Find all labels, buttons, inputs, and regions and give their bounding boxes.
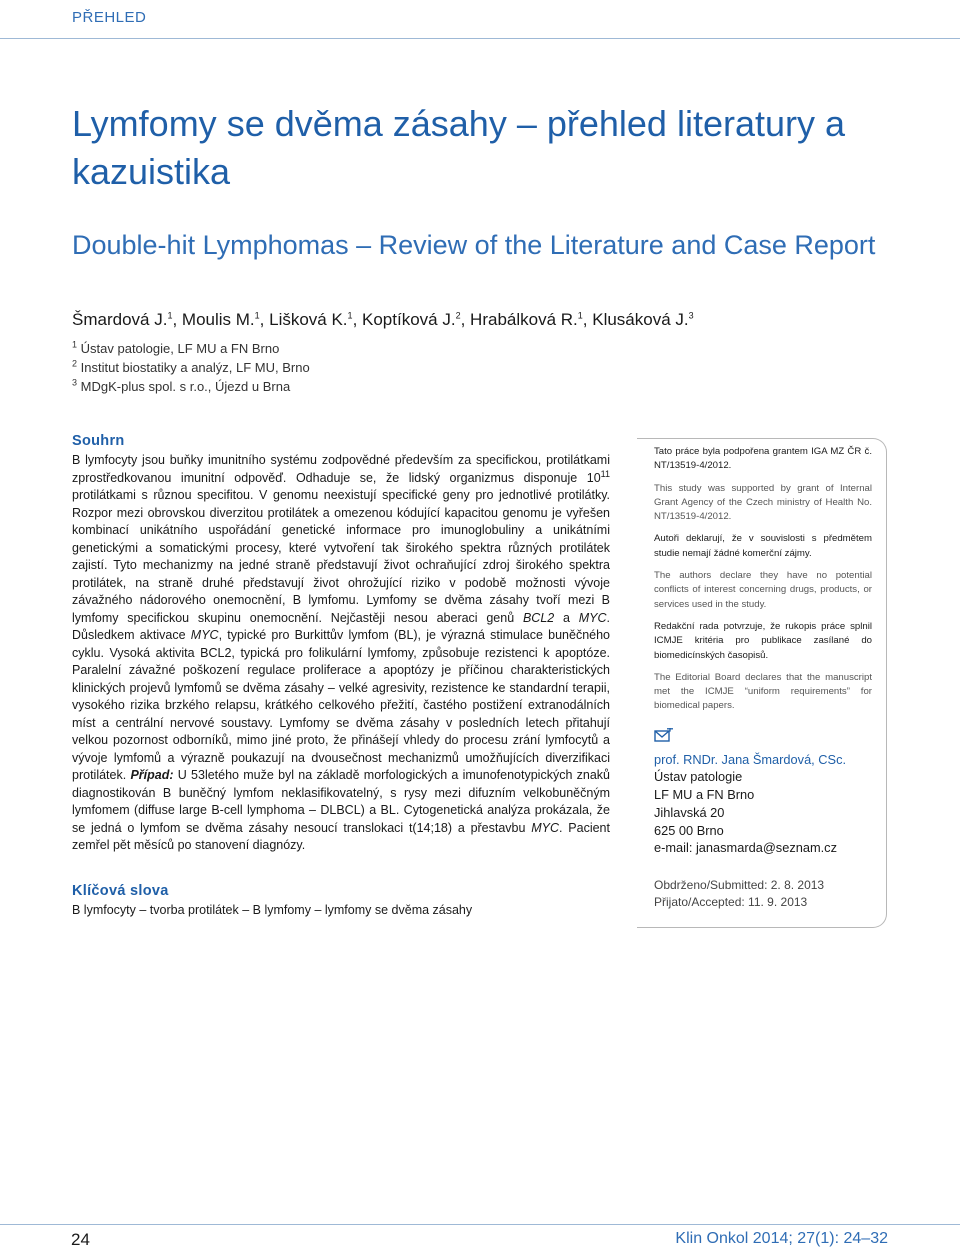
author-name: Klusáková J. (592, 310, 689, 329)
abstract-text-segment: . Pacient zemřel pět měsíců po stanovení diagnózy. (72, 820, 610, 852)
author-affiliation-mark: 1 (577, 310, 583, 321)
affiliation-text: MDgK-plus spol. s r.o., Újezd u Brna (80, 379, 291, 394)
exponent: 11 (600, 468, 610, 479)
author-name: Lišková K. (269, 310, 348, 329)
contact-street: Jihlavská 20 (654, 804, 725, 820)
grant-note-english: This study was supported by grant of Internal Grant Agency of the Czech ministry of Health No. NT/13519-4/2012. (654, 482, 872, 523)
author-affiliation-mark: 1 (254, 310, 260, 321)
conflict-note-czech: Autoři deklarují, že v souvislosti s předmětem studie nemají žádné komerční zájmy. (654, 533, 872, 559)
keywords-heading: Klíčová slova (72, 882, 169, 899)
conflict-note-english: The authors declare they have no potential conflicts of interest concerning drugs, products, or services used in the study. (654, 570, 872, 610)
abstract-text-segment: . Důsledkem aktivace (72, 610, 610, 642)
grant-note-czech: Tato práce byla podpořena grantem IGA MZ ČR č. NT/13519-4/2012. (654, 446, 872, 472)
main-column (72, 432, 610, 919)
keywords-text: B lymfocyty – tvorba protilátek – B lymfomy – lymfomy se dvěma zásahy (72, 902, 473, 917)
affiliation-mark: 1 (72, 339, 78, 350)
contact-name: prof. RNDr. Jana Šmardová, CSc. (654, 751, 847, 767)
abstract-body (72, 452, 610, 855)
affiliation-mark: 2 (72, 358, 78, 369)
contact-hospital: LF MU a FN Brno (654, 787, 755, 803)
contact-city: 625 00 Brno (654, 822, 724, 838)
corresponding-author (654, 751, 872, 857)
affiliation-text: Institut biostatiky a analýz, LF MU, Brno (80, 360, 310, 375)
abstract-text-segment: U 53letého muže byl na základě morfologických a imunofenotypických znaků diagnostikován B buněčný lymfom neklasifikovatelný, s rysy mezi difuzním velkobuněčným lymfomem (diffuse large B-cell lymphoma – DLBCL) a BL. Cytogenetická analýza prokázala, že se jedná o lymfom se dvěma zásahy nesoucí translokaci t(14;18) a přestavbu (72, 768, 610, 835)
article-title-czech: Lymfomy se dvěma zásahy – přehled literatury a kazuistika (72, 103, 846, 192)
author-name: Koptíková J. (362, 310, 456, 329)
abstract-text-segment: , typické pro Burkittův lymfom (BL), je výrazná stimulace buněčného cyklu. Vysoká aktivita BCL2, typická pro folikulární lymfomy, způsobuje rezistenci k apoptóze. Paralelní závažné poškození regulace proliferace a apoptózy je příčinou charakteristických klinických projevů lymfomů se dvěma zásahy – velké agresivity, rezistence ke standardní terapii, vysokého rizika brzkého relapsu, krátkého celkového přežití, častého postižení extranodálních míst a centrální nervové soustavy. Lymfomy se dvěma zásahy v posledních letech přitahují velkou pozornost odborníků, mimo jiné proto, že přinášejí vhledy do procesu zrání lymfocytů a vývoje lymfomů a výrazně poukazují na dvousečnost mechanizmů umožňujících diverzifikaci protilátek. (72, 628, 610, 782)
mail-icon (654, 728, 674, 743)
affiliation-mark: 3 (72, 377, 78, 388)
contact-institution: Ústav patologie (654, 769, 743, 785)
section-label: PŘEHLED (72, 9, 147, 26)
abstract-heading: Souhrn (72, 433, 125, 449)
abstract-text-segment: protilátkami s různou specifitou. V genomu neexistují specifické geny pro jednotlivé protilátky. Rozpor mezi obrovskou diverzitou protilátek a omezenou kódující kapacitou genomu je vyřešen kombinací unikátního uspořádání genetické informace pro imunoglobuliny a unikátními genetickými a somatickými procesy, které vytvoření tak širokého spektra různých protilátek zajistí. Tyto mechanizmy na jedné straně představují život ochraňující zdroj širokého spektra protilátek, na straně druhé představují život ohrožující riziko v podobě možnosti vývoje závažného nádorového onemocnění, B lymfomu. Lymfomy se dvěma zásahy tvoří mezi B lymfomy specifickou skupinu onemocnění. Nejčastěji nesou aberaci genů (72, 488, 610, 625)
affiliation-text: Ústav patologie, LF MU a FN Brno (80, 341, 280, 356)
info-sidebar (637, 438, 887, 928)
icmje-note-czech: Redakční rada potvrzuje, že rukopis práce splnil ICMJE kritéria pro publikace zasílané do biomedicínských časopisů. (654, 620, 872, 661)
accepted-date: Přijato/Accepted: 11. 9. 2013 (654, 894, 808, 909)
header-divider (0, 38, 960, 39)
author-affiliation-mark: 2 (455, 310, 461, 321)
contact-email[interactable]: e-mail: janasmarda@seznam.cz (654, 840, 837, 856)
abstract-text-segment: B lymfocyty jsou buňky imunitního systému zodpovědné především za specifickou, protilátkami zprostředkovanou imunitní odpověď. Odhaduje se, že lidský organizmus disponuje 10 (72, 453, 610, 485)
affiliation-item (72, 377, 310, 396)
author-affiliation-mark: 1 (167, 310, 173, 321)
affiliation-item (72, 358, 310, 377)
affiliation-list (72, 339, 310, 396)
gene-name: BCL2 (522, 610, 555, 625)
abstract-text-segment: a (554, 610, 579, 625)
article-title-english: Double-hit Lymphomas – Review of the Literature and Case Report (72, 230, 876, 260)
footer-divider (0, 1224, 960, 1225)
author-name: Hrabálková R. (470, 310, 578, 329)
author-affiliation-mark: 1 (347, 310, 353, 321)
gene-name: MYC (531, 820, 560, 835)
page-number: 24 (71, 1230, 90, 1249)
submitted-date: Obdrženo/Submitted: 2. 8. 2013 (654, 877, 825, 892)
author-affiliation-mark: 3 (688, 310, 694, 321)
author-list: Šmardová J.$^1$, Moulis M.$^1$, Lišková K.$^1$, Koptíková J.$^2$, Hrabálková R.$^1$, Klusáková J.$^3$ (72, 310, 694, 329)
gene-name: MYC (190, 628, 219, 642)
case-label: Případ: (130, 768, 174, 782)
gene-name: MYC (578, 610, 607, 625)
journal-citation: Klin Onkol 2014; 27(1): 24–32 (675, 1230, 888, 1247)
icmje-note-english: The Editorial Board declares that the manuscript met the ICMJE “uniform requirements” for biomedical papers. (654, 671, 872, 712)
submission-dates (654, 877, 872, 911)
affiliation-item (72, 339, 310, 358)
author-name: Moulis M. (181, 310, 255, 329)
author-name: Šmardová J. (72, 310, 168, 329)
